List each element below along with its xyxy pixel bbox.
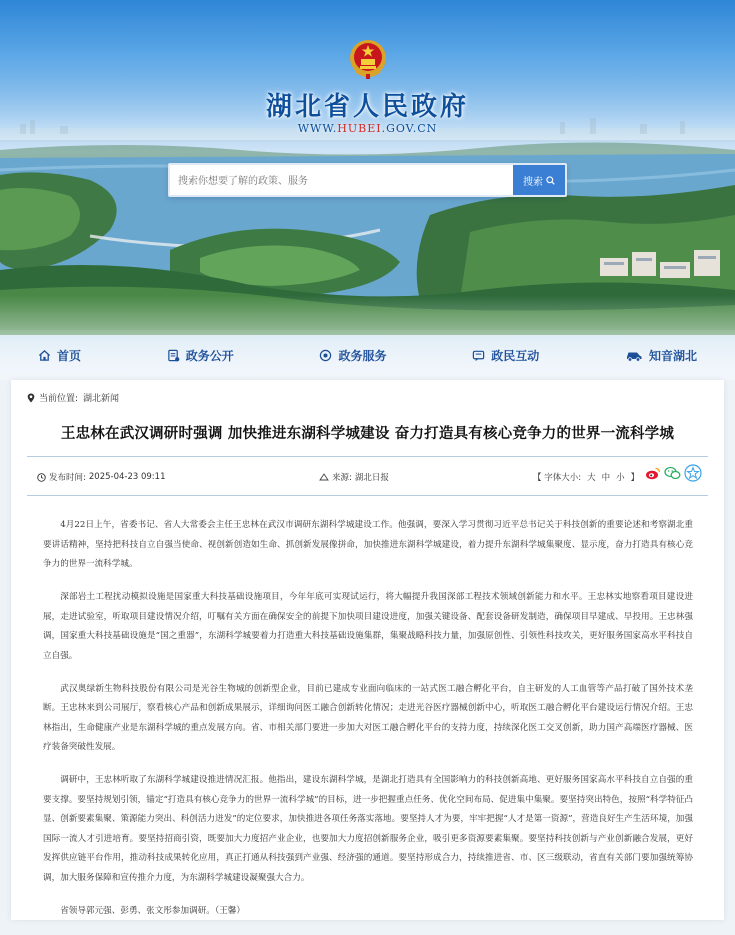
nav-item-label: 知音湖北 [648,348,697,363]
qzone-icon[interactable] [684,464,702,485]
location-pin-icon [27,393,35,403]
header-banner [0,0,735,380]
document-icon [167,349,180,362]
source-value: 湖北日报 [354,473,389,483]
article-paragraph: 调研中，王忠林听取了东湖科学城建设推进情况汇报。他指出，建设东湖科学城，是湖北打造具有全国影响力的科技创新高地、更好服务国家高水平科技自立自强的重要支撑。要坚持规划引领，锚定“打造具有核心竞争力的世界一流科学城”的目标，进一步把握重点任务、优化空间布局、促进集中集聚。要坚持突出特色，按照“科学特征凸显、创新要素集聚、策源能力突出、科创活力迸发”的定位要求，加快推进各项任务落实落地。要坚持人才为要，牢牢把握“人才是第一资源”，营造良好生产生活环境，加强国际一流人才引进培育。要坚持招商引资，既要加大力度招产业企业，也要加大力度招创新服务企业，吸引更多资源要素集聚。要坚持科技创新与产业创新融合发展，更好发挥供应链平台作用，推动科技成果转化应用，真正打通从科技强到产业强、经济强的通道。要坚持形成合力，持续推进省、市、区三级联动，省直有关部门要加强统筹协调，加大服务保障和宣传推介力度，为东湖科学城建设凝聚强大合力。 [43,775,693,883]
font-size-medium-button[interactable]: 中 [601,473,611,483]
source-label: 来源: [332,473,352,483]
publish-time-value: 2025-04-23 09:11 [88,472,166,482]
site-title: 湖北省人民政府 [265,92,469,122]
breadcrumb-link-hubei-news[interactable]: 湖北新闻 [83,394,120,404]
nav-item-label: 首页 [57,348,82,363]
nav-item-label: 政务公开 [185,348,234,363]
article-paragraph: 省领导郭元强、彭勇、张文彤参加调研。（王馨） [60,905,245,916]
site-url-prefix: WWW. [297,122,338,135]
article-paragraph: 武汉奥绿新生物科技股份有限公司是光谷生物城的创新型企业，目前已建成专业面向临床的一站式医工融合孵化平台，自主研发的人工血管等产品打破了国外技术垄断。王忠林来到公司展厅，察看核心产品和创新成果展示，详细询问医工融合创新转化情况；走进光谷医疗器械创新中心，听取医工融合孵化平台建设运行情况介绍。王忠林指出，生命健康产业是东湖科学城的重点发展方向。省、市相关部门要进一步加大对医工融合孵化平台的支持力度，持续深化医工交叉创新，助力国产高端医疗器械、医疗装备突破性发展。 [43,683,693,752]
national-emblem-icon [348,38,388,80]
breadcrumb [27,391,119,404]
main-nav [0,338,735,372]
clock-icon [37,473,46,482]
search-input[interactable] [178,171,508,191]
nav-item-open-affairs[interactable] [167,338,234,372]
article-title: 王忠林在武汉调研时强调 加快推进东湖科学城建设 奋力打造具有核心竞争力的世界一流科学城 [60,426,675,442]
nav-item-interaction[interactable] [472,338,539,372]
site-url[interactable] [0,122,735,135]
nav-item-label: 政务服务 [338,348,387,363]
interaction-icon [472,349,485,362]
service-icon [319,349,332,362]
search-bar [168,163,567,197]
article-body [43,516,693,935]
font-size-control [533,471,639,483]
nav-item-zhiyin-hubei[interactable] [625,338,697,372]
nav-item-label: 政民互动 [491,348,540,363]
search-icon [546,176,555,185]
car-icon [625,349,643,362]
publish-time [37,471,165,483]
article-card [11,380,724,920]
publish-time-label: 发布时间: [49,473,86,483]
site-url-suffix: .GOV.CN [381,122,438,135]
article-paragraph: 深部岩土工程扰动模拟设施是国家重大科技基础设施项目，今年年底可实现试运行，将大幅提升我国深部工程技术领域创新能力和水平。王忠林实地察看项目建设进展，走进试验室，听取项目建设情况介绍，叮嘱有关方面在确保安全的前提下加快项目建设进度，加强关键设备、配套设备研发制造，确保项目早建成、早投用。王忠林强调，国家重大科技基础设施是“国之重器”，东湖科学城要着力打造重大科技基础设施集群，集聚战略科技力量，加强原创性、引领性科技攻关，更好服务国家高水平科技自立自强。 [43,592,693,661]
font-size-small-button[interactable]: 小 [616,473,625,483]
share-buttons [645,464,702,485]
search-button-label: 搜索 [523,176,543,188]
nav-item-home[interactable] [38,338,81,372]
article-paragraph: 4月22日上午，省委书记、省人大常委会主任王忠林在武汉市调研东湖科学城建设工作。他强调，要深入学习贯彻习近平总书记关于科技创新的重要论述和考察湖北重要讲话精神，坚持把科技自立自强当使命、视创新创造如生命、抓创新发展像拼命，加快推进东湖科学城建设，着力提升东湖科学城集聚度、显示度，奋力打造具有核心竞争力的世界一流科学城。 [43,520,693,569]
site-url-highlight: HUBEI [337,122,382,135]
breadcrumb-prefix: 当前位置: [39,394,79,404]
nav-item-services[interactable] [319,338,386,372]
home-icon [38,349,51,362]
weibo-icon[interactable] [645,466,661,483]
wechat-icon[interactable] [664,466,681,483]
search-button[interactable] [513,165,565,195]
article-source [319,471,389,483]
font-size-close: 】 [630,473,640,483]
source-icon [319,473,329,481]
font-size-label: 【 字体大小: [533,473,582,483]
font-size-large-button[interactable]: 大 [587,473,596,483]
article-meta-bar [27,456,708,496]
